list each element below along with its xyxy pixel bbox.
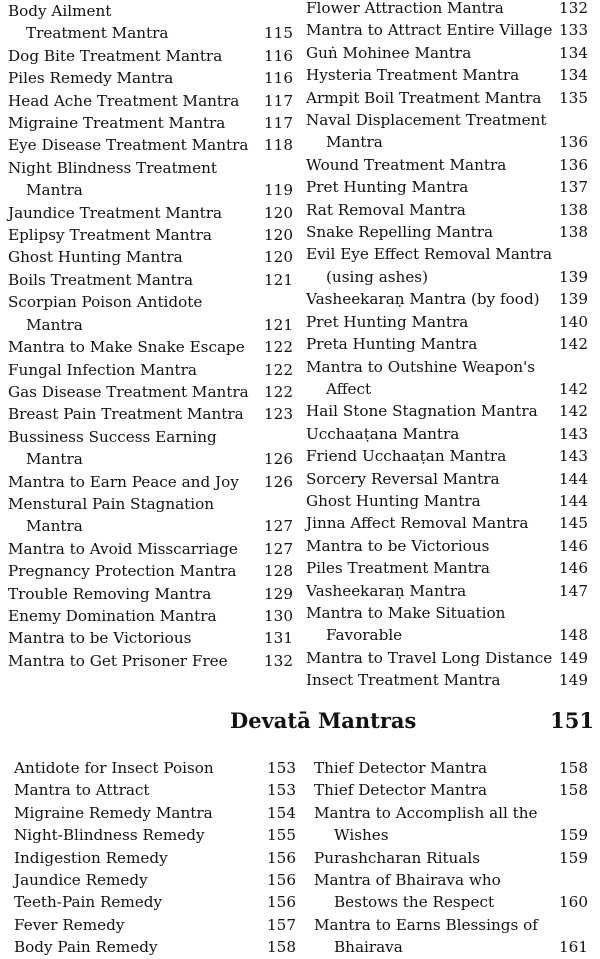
entry-title: Thief Detector Mantra — [314, 781, 488, 800]
entry-page-number: 157 — [267, 915, 296, 934]
index-entry — [8, 45, 293, 67]
entry-page-number: 143 — [559, 424, 588, 443]
entry-page-number: 158 — [267, 938, 296, 957]
index-entry — [14, 869, 296, 891]
entry-page-number: 134 — [559, 43, 588, 62]
entry-title: Wound Treatment Mantra — [306, 155, 507, 174]
entry-title: Fever Remedy — [14, 915, 125, 934]
index-entry — [306, 490, 588, 512]
index-entry — [8, 0, 293, 45]
index-column-top-left — [8, 0, 293, 672]
entry-title-continued: Mantra — [26, 315, 83, 334]
index-entry — [8, 112, 293, 134]
entry-page-number: 153 — [267, 781, 296, 800]
entry-page-number: 127 — [264, 517, 293, 536]
section-title: Devatā Mantras — [230, 708, 417, 733]
index-entry — [8, 560, 293, 582]
entry-title: Ucchaaṭana Mantra — [306, 424, 460, 443]
entry-page-number: 117 — [264, 114, 293, 133]
entry-title: Body Pain Remedy — [14, 938, 158, 957]
entry-page-number: 146 — [559, 559, 588, 578]
entry-title: Mantra to Get Prisoner Free — [8, 651, 228, 670]
entry-title: Snake Repelling Mantra — [306, 223, 494, 242]
index-entry — [8, 90, 293, 112]
entry-page-number: 147 — [559, 581, 588, 600]
entry-page-number: 158 — [559, 781, 588, 800]
entry-title: Mantra to Avoid Misscarriage — [8, 539, 238, 558]
entry-page-number: 153 — [267, 759, 296, 777]
entry-title: Scorpian Poison Antidote — [8, 293, 203, 312]
entry-page-number: 115 — [264, 24, 293, 43]
index-entry — [8, 538, 293, 560]
entry-title: Mantra to be Victorious — [8, 629, 192, 648]
index-column-bottom-left — [14, 757, 296, 959]
entry-title: Antidote for Insect Poison — [14, 759, 214, 777]
index-entry — [14, 936, 296, 958]
index-entry — [306, 288, 588, 310]
index-entry — [8, 67, 293, 89]
entry-page-number: 139 — [559, 267, 588, 286]
entry-page-number: 121 — [264, 315, 293, 334]
entry-title-continued: Bhairava — [334, 938, 403, 957]
index-entry — [306, 356, 588, 401]
index-entry — [14, 779, 296, 801]
entry-page-number: 142 — [559, 402, 588, 421]
index-entry — [8, 381, 293, 403]
entry-title: Insect Treatment Mantra — [306, 671, 501, 690]
entry-page-number: 142 — [559, 335, 588, 354]
entry-page-number: 156 — [267, 871, 296, 890]
index-entry — [8, 583, 293, 605]
entry-title: Mantra to Outshine Weapon's — [306, 357, 536, 376]
entry-title: Pret Hunting Mantra — [306, 312, 469, 331]
index-entry — [8, 627, 293, 649]
index-entry — [14, 847, 296, 869]
entry-page-number: 140 — [559, 312, 588, 331]
entry-page-number: 129 — [264, 584, 293, 603]
entry-page-number: 136 — [559, 155, 588, 174]
entry-page-number: 122 — [264, 360, 293, 379]
entry-title-continued: Treatment Mantra — [26, 24, 169, 43]
index-entry — [306, 64, 588, 86]
entry-title: Night-Blindness Remedy — [14, 826, 205, 845]
entry-title: Jinna Affect Removal Mantra — [306, 514, 529, 533]
index-entry — [306, 42, 588, 64]
index-entry — [8, 157, 293, 202]
entry-title: Hysteria Treatment Mantra — [306, 66, 520, 85]
index-entry — [8, 134, 293, 156]
index-entry — [8, 202, 293, 224]
entry-title: Guṅ Mohinee Mantra — [306, 43, 472, 62]
entry-title: Indigestion Remedy — [14, 848, 168, 867]
entry-title: Mantra to Attract Entire Village — [306, 21, 553, 40]
index-entry — [306, 221, 588, 243]
entry-page-number: 161 — [559, 938, 588, 957]
entry-title: Piles Treatment Mantra — [306, 559, 490, 578]
entry-title: Vasheekaraṇ Mantra — [306, 581, 467, 600]
entry-title: Bussiness Success Earning — [8, 427, 217, 446]
entry-title: Teeth-Pain Remedy — [14, 893, 163, 912]
entry-page-number: 120 — [264, 248, 293, 267]
entry-page-number: 142 — [559, 379, 588, 398]
entry-page-number: 123 — [264, 405, 293, 424]
index-entry — [306, 602, 588, 647]
index-entry — [8, 359, 293, 381]
index-entry — [8, 493, 293, 538]
entry-title: Eplipsy Treatment Mantra — [8, 226, 212, 245]
entry-title-continued: Mantra — [26, 450, 83, 469]
entry-title: Head Ache Treatment Mantra — [8, 91, 240, 110]
entry-page-number: 122 — [264, 338, 293, 357]
entry-title: Migraine Treatment Mantra — [8, 114, 226, 133]
index-entry — [306, 0, 588, 19]
entry-page-number: 158 — [559, 759, 588, 777]
index-entry — [306, 423, 588, 445]
entry-title: Mantra to Make Snake Escape — [8, 338, 245, 357]
entry-title: Mantra to Earn Peace and Joy — [8, 472, 239, 491]
entry-title: Trouble Removing Mantra — [8, 584, 212, 603]
entry-title: Mantra to be Victorious — [306, 536, 490, 555]
entry-title: Ghost Hunting Mantra — [306, 491, 481, 510]
entry-title: Mantra to Attract — [14, 781, 150, 800]
index-entry — [8, 605, 293, 627]
entry-title: Flower Attraction Mantra — [306, 0, 504, 17]
entry-page-number: 159 — [559, 826, 588, 845]
index-entry — [306, 199, 588, 221]
entry-page-number: 134 — [559, 66, 588, 85]
entry-page-number: 126 — [264, 472, 293, 491]
entry-page-number: 155 — [267, 826, 296, 845]
index-entry — [8, 269, 293, 291]
index-entry — [314, 869, 588, 914]
index-entry — [306, 445, 588, 467]
index-entry — [8, 403, 293, 425]
entry-page-number: 139 — [559, 290, 588, 309]
entry-title: Dog Bite Treatment Mantra — [8, 46, 223, 65]
entry-page-number: 126 — [264, 450, 293, 469]
entry-title-continued: Favorable — [326, 626, 403, 645]
entry-title: Armpit Boil Treatment Mantra — [306, 88, 542, 107]
index-entry — [306, 557, 588, 579]
entry-title: Ghost Hunting Mantra — [8, 248, 183, 267]
entry-page-number: 119 — [264, 181, 293, 200]
entry-title: Friend Ucchaaṭan Mantra — [306, 447, 507, 466]
index-entry — [14, 891, 296, 913]
entry-title: Purashcharan Rituals — [314, 848, 481, 867]
index-entry — [14, 914, 296, 936]
entry-page-number: 120 — [264, 226, 293, 245]
entry-title: Gas Disease Treatment Mantra — [8, 382, 249, 401]
entry-title: Sorcery Reversal Mantra — [306, 469, 500, 488]
index-entry — [314, 802, 588, 847]
index-entry — [306, 243, 588, 288]
entry-page-number: 116 — [264, 69, 293, 88]
entry-page-number: 116 — [264, 46, 293, 65]
entry-title: Pregnancy Protection Mantra — [8, 562, 237, 581]
entry-page-number: 133 — [559, 21, 588, 40]
entry-title: Pret Hunting Mantra — [306, 178, 469, 197]
entry-page-number: 138 — [559, 223, 588, 242]
index-entry — [306, 400, 588, 422]
entry-page-number: 143 — [559, 447, 588, 466]
entry-title: Mantra to Make Situation — [306, 603, 506, 622]
index-entry — [306, 512, 588, 534]
entry-page-number: 117 — [264, 91, 293, 110]
entry-title: Enemy Domination Mantra — [8, 606, 217, 625]
index-column-top-right — [306, 0, 588, 692]
entry-page-number: 136 — [559, 133, 588, 152]
entry-title-continued: Wishes — [334, 826, 389, 845]
index-entry — [306, 535, 588, 557]
entry-page-number: 144 — [559, 469, 588, 488]
entry-page-number: 137 — [559, 178, 588, 197]
index-entry — [8, 650, 293, 672]
entry-title-continued: Bestows the Respect — [334, 893, 495, 912]
index-entry — [306, 109, 588, 154]
index-entry — [306, 87, 588, 109]
index-entry — [306, 468, 588, 490]
entry-title: Hail Stone Stagnation Mantra — [306, 402, 538, 421]
index-entry — [306, 580, 588, 602]
entry-title-continued: Affect — [326, 379, 372, 398]
entry-page-number: 149 — [559, 671, 588, 690]
entry-page-number: 120 — [264, 203, 293, 222]
index-entry — [14, 824, 296, 846]
entry-title: Jaundice Remedy — [14, 871, 148, 890]
entry-title: Menstural Pain Stagnation — [8, 494, 215, 513]
index-entry — [306, 669, 588, 691]
entry-title-continued: Mantra — [326, 133, 383, 152]
entry-title: Rat Removal Mantra — [306, 200, 466, 219]
index-column-bottom-right — [314, 757, 588, 959]
index-entry — [306, 333, 588, 355]
entry-title: Breast Pain Treatment Mantra — [8, 405, 244, 424]
index-entry — [8, 291, 293, 336]
index-entry — [8, 224, 293, 246]
entry-page-number: 144 — [559, 491, 588, 510]
entry-title: Migraine Remedy Mantra — [14, 803, 213, 822]
entry-title: Night Blindness Treatment — [8, 158, 217, 177]
index-entry — [314, 779, 588, 801]
entry-title: Body Ailment — [8, 2, 112, 20]
entry-title-continued: Mantra — [26, 181, 83, 200]
section-page-number: 151 — [550, 708, 594, 733]
entry-page-number: 132 — [264, 651, 293, 670]
entry-title-continued: (using ashes) — [326, 267, 429, 286]
entry-title: Boils Treatment Mantra — [8, 270, 194, 289]
index-entry — [306, 176, 588, 198]
index-entry — [306, 19, 588, 41]
index-entry — [314, 847, 588, 869]
entry-page-number: 149 — [559, 648, 588, 667]
entry-page-number: 121 — [264, 270, 293, 289]
entry-page-number: 160 — [559, 893, 588, 912]
entry-page-number: 122 — [264, 382, 293, 401]
entry-title: Mantra to Earns Blessings of — [314, 915, 538, 934]
entry-title: Naval Displacement Treatment — [306, 111, 547, 130]
entry-page-number: 145 — [559, 514, 588, 533]
index-entry — [306, 154, 588, 176]
entry-page-number: 132 — [559, 0, 588, 17]
entry-title: Mantra to Travel Long Distance — [306, 648, 553, 667]
entry-page-number: 118 — [264, 136, 293, 155]
entry-title: Vasheekaraṇ Mantra (by food) — [306, 290, 540, 309]
entry-title: Thief Detector Mantra — [314, 759, 488, 777]
entry-page-number: 156 — [267, 848, 296, 867]
entry-title: Preta Hunting Mantra — [306, 335, 478, 354]
entry-title: Mantra to Accomplish all the — [314, 803, 538, 822]
entry-page-number: 154 — [267, 803, 296, 822]
entry-title: Eye Disease Treatment Mantra — [8, 136, 249, 155]
index-entry — [14, 757, 296, 779]
entry-title: Evil Eye Effect Removal Mantra — [306, 245, 553, 264]
index-entry — [8, 471, 293, 493]
index-entry — [314, 914, 588, 959]
entry-page-number: 128 — [264, 562, 293, 581]
entry-title: Jaundice Treatment Mantra — [8, 203, 223, 222]
entry-page-number: 159 — [559, 848, 588, 867]
entry-title: Piles Remedy Mantra — [8, 69, 174, 88]
index-entry — [8, 246, 293, 268]
entry-title: Mantra of Bhairava who — [314, 871, 501, 890]
entry-page-number: 138 — [559, 200, 588, 219]
index-entry — [8, 336, 293, 358]
entry-page-number: 127 — [264, 539, 293, 558]
index-entry — [306, 647, 588, 669]
entry-page-number: 146 — [559, 536, 588, 555]
index-entry — [14, 802, 296, 824]
entry-title: Fungal Infection Mantra — [8, 360, 197, 379]
entry-page-number: 156 — [267, 893, 296, 912]
entry-page-number: 131 — [264, 629, 293, 648]
entry-page-number: 135 — [559, 88, 588, 107]
index-entry — [314, 757, 588, 779]
index-entry — [306, 311, 588, 333]
entry-page-number: 148 — [559, 626, 588, 645]
entry-page-number: 130 — [264, 606, 293, 625]
index-entry — [8, 426, 293, 471]
entry-title-continued: Mantra — [26, 517, 83, 536]
